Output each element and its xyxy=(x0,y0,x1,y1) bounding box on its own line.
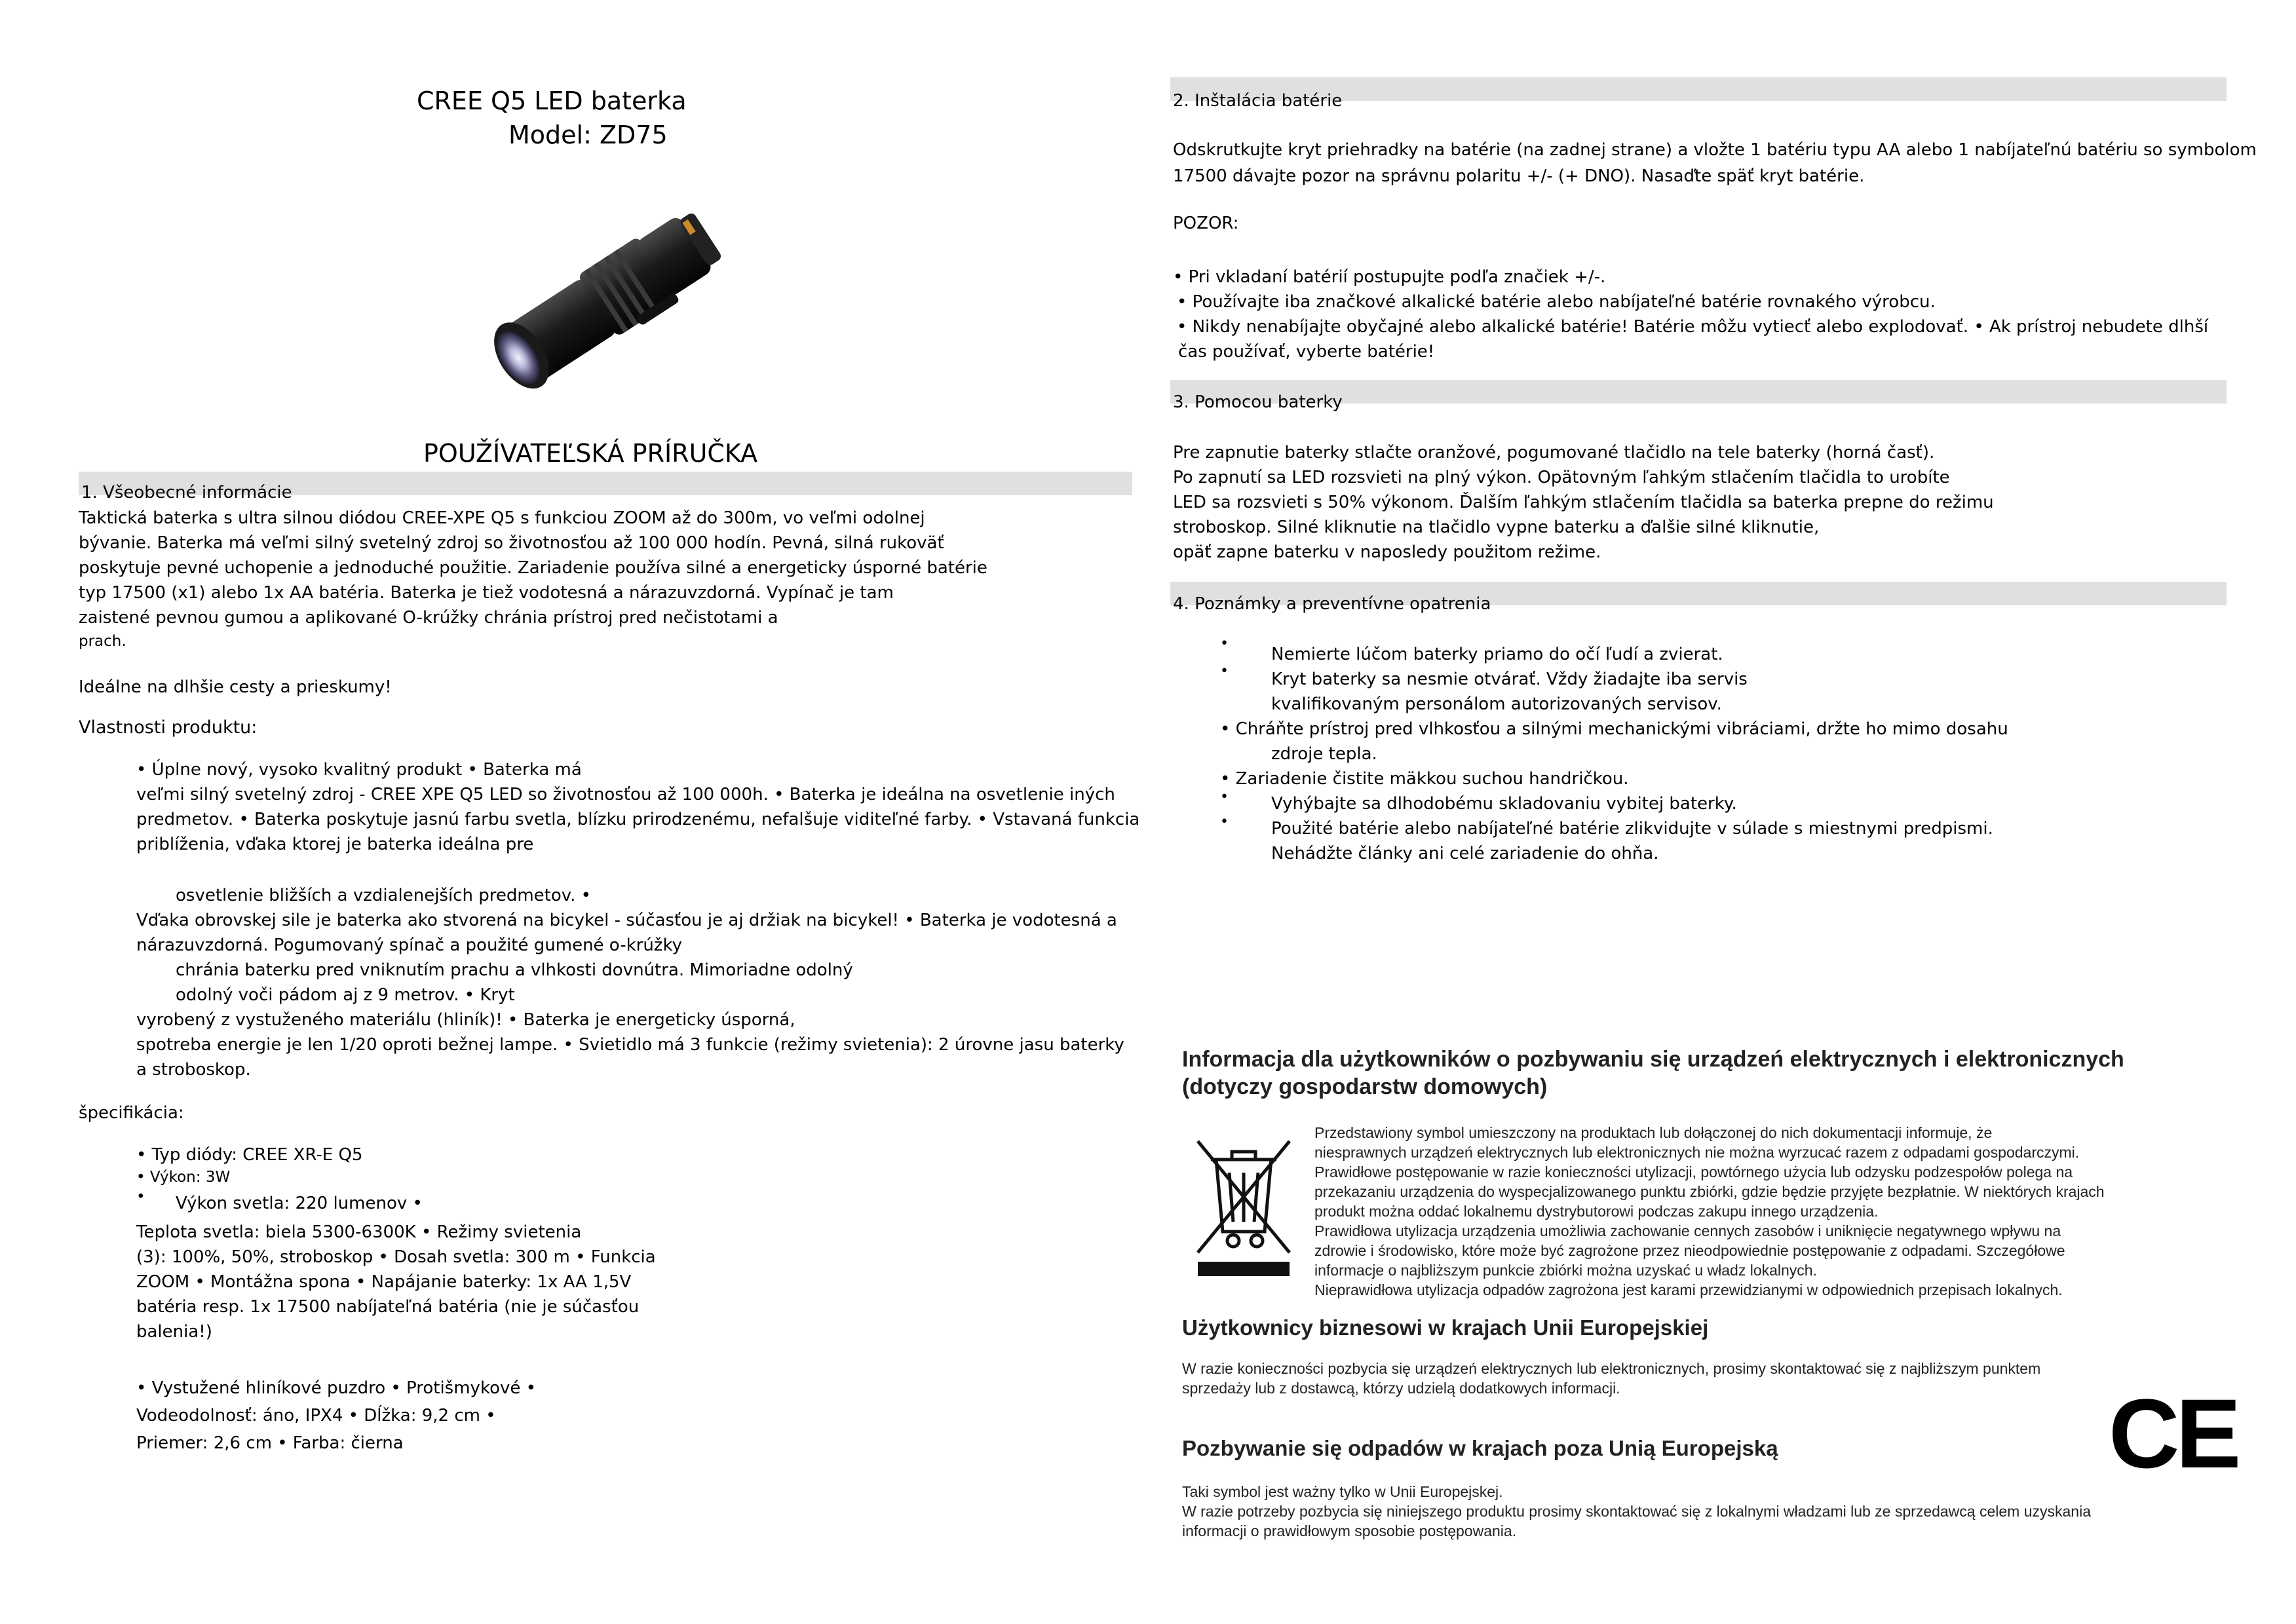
section-1-line: prach. xyxy=(79,633,126,650)
disposal-line: Prawidłowe postępowanie w razie konieczności utylizacji, powtórnego użycia lub odzysku podzespołów polega na xyxy=(1314,1163,2073,1180)
section-4-line: Kryt baterky sa nesmie otvárať. Vždy žiadajte iba servis xyxy=(1271,670,1748,689)
disposal-subheading: (dotyczy gospodarstw domowych) xyxy=(1182,1074,1548,1099)
section-1-line: typ 17500 (x1) alebo 1x AA batéria. Baterka je tiež vodotesná a nárazuvzdorná. Vypínač je tam xyxy=(79,583,894,603)
section-1-line: zaistené pevnou gumou a aplikované O-krúžky chránia prístroj pred nečistotami a xyxy=(79,608,778,628)
spec-bullet: • xyxy=(136,1188,145,1205)
section-1-heading: 1. Všeobecné informácie xyxy=(81,483,292,502)
section-3-line: Pre zapnutie baterky stlačte oranžové, pogumované tlačidlo na tele baterky (horná časť). xyxy=(1173,443,1935,463)
business-line: W razie konieczności pozbycia się urządzeń elektrycznych lub elektronicznych, prosimy skontaktować się z najbliższym punktem xyxy=(1182,1360,2041,1377)
spec-line: • Vystužené hliníkové puzdro • Protišmykové • xyxy=(136,1378,536,1398)
outside-eu-line: Taki symbol jest ważny tylko w Unii Europejskej. xyxy=(1182,1483,1503,1500)
spec-line: (3): 100%, 50%, stroboskop • Dosah svetla: 300 m • Funkcia xyxy=(136,1247,656,1267)
section-2-heading: 2. Inštalácia batérie xyxy=(1173,91,1343,111)
spec-line: balenia!) xyxy=(136,1322,212,1342)
product-title: CREE Q5 LED baterka xyxy=(417,86,687,115)
spec-line: Teplota svetla: biela 5300-6300K • Režimy svietenia xyxy=(136,1222,582,1242)
spec-line: ZOOM • Montážna spona • Napájanie baterky: 1x AA 1,5V xyxy=(136,1272,632,1292)
properties-line: osvetlenie bližších a vzdialenejších predmetov. • xyxy=(176,886,592,905)
disposal-heading: Informacja dla użytkowników o pozbywaniu się urządzeń elektrycznych i elektronicznych xyxy=(1182,1047,2124,1072)
section-4-line: • Chráňte prístroj pred vlhkosťou a silnými mechanickými vibráciami, držte ho mimo dosahu xyxy=(1220,719,2008,739)
section-1-line: bývanie. Baterka má veľmi silný svetelný zdroj so životnosťou až 100 000 hodín. Pevná, silná rukoväť xyxy=(79,533,944,553)
properties-line: Vďaka obrovskej sile je baterka ako stvorená na bicykel - súčasťou je aj držiak na bicykel! • Baterka je vodotesná a xyxy=(136,911,1117,930)
section-4-line: Vyhýbajte sa dlhodobému skladovaniu vybitej baterky. xyxy=(1271,794,1737,814)
outside-eu-line: informacji o prawidłowym sposobie postępowania. xyxy=(1182,1522,1517,1539)
caution-label: POZOR: xyxy=(1173,214,1239,233)
section-2-line: 17500 dávajte pozor na správnu polaritu +/- (+ DNO). Nasaďte späť kryt batérie. xyxy=(1173,166,1865,186)
section-3-heading: 3. Pomocou baterky xyxy=(1173,392,1343,412)
section-3-line: LED sa rozsvieti s 50% výkonom. Ďalším ľahkým stlačením tlačidla sa baterka prepne do režimu xyxy=(1173,493,1994,512)
disposal-line: niesprawnych urządzeń elektrycznych lub elektronicznych nie można wyrzucać razem z odpadami gospodarczymi. xyxy=(1314,1144,2080,1161)
properties-line: predmetov. • Baterka poskytuje jasnú farbu svetla, blízku prirodzenému, nefalšuje viditeľné farby. • Vstavaná funkcia xyxy=(136,810,1140,829)
flashlight-image xyxy=(452,197,740,413)
properties-line: spotreba energie je len 1/20 oproti bežnej lampe. • Svietidlo má 3 funkcie (režimy svietenia): 2 úrovne jasu baterky xyxy=(136,1035,1124,1055)
disposal-line: Nieprawidłowa utylizacja odpadów zagrożona jest karami przewidzianymi w odpowiednich przepisach lokalnych. xyxy=(1314,1281,2063,1298)
spec-line: • Typ diódy: CREE XR-E Q5 xyxy=(136,1145,363,1165)
properties-line: priblíženia, vďaka ktorej je baterka ideálna pre xyxy=(136,835,534,854)
spec-line: batéria resp. 1x 17500 nabíjateľná batéria (nie je súčasťou xyxy=(136,1297,640,1317)
section-1-line: Taktická baterka s ultra silnou diódou CREE-XPE Q5 s funkciou ZOOM až do 300m, vo veľmi odolnej xyxy=(79,508,925,528)
properties-line: • Úplne nový, vysoko kvalitný produkt • Baterka má xyxy=(136,760,582,780)
section-4-line: Nemierte lúčom baterky priamo do očí ľudí a zvierat. xyxy=(1271,645,1723,664)
section-4-line: Nehádžte články ani celé zariadenie do ohňa. xyxy=(1271,844,1659,863)
spec-line: • Výkon: 3W xyxy=(136,1169,231,1186)
properties-line: chránia baterku pred vniknutím prachu a vlhkosti dovnútra. Mimoriadne odolný xyxy=(176,960,853,980)
spec-heading: špecifikácia: xyxy=(79,1103,184,1123)
section-4-line: Použité batérie alebo nabíjateľné batérie zlikvidujte v súlade s miestnymi predpismi. xyxy=(1271,819,1993,839)
properties-line: veľmi silný svetelný zdroj - CREE XPE Q5 LED so životnosťou až 100 000h. • Baterka je ideálna na osvetlenie iných xyxy=(136,785,1115,804)
caution-line: • Nikdy nenabíjajte obyčajné alebo alkalické batérie! Batérie môžu vytiecť alebo explodovať. • Ak prístroj nebudete dlhší xyxy=(1177,317,2209,337)
caution-line: čas používať, vyberte batérie! xyxy=(1178,342,1435,362)
properties-line: odolný voči pádom aj z 9 metrov. • Kryt xyxy=(176,985,515,1005)
business-line: sprzedaży lub z dostawcą, którzy udzielą dodatkowych informacji. xyxy=(1182,1380,1620,1397)
bullet-mark: • xyxy=(1220,789,1229,805)
spec-line: Výkon svetla: 220 lumenov • xyxy=(176,1194,423,1213)
disposal-line: Przedstawiony symbol umieszczony na produktach lub dołączonej do nich dokumentacji informuje, że xyxy=(1314,1124,1993,1141)
bullet-mark: • xyxy=(1220,663,1229,679)
outside-eu-line: W razie potrzeby pozbycia się niniejszego produktu prosimy skontaktować się z lokalnymi władzami lub ze sprzedawcą celem uzyskania xyxy=(1182,1503,2091,1520)
disposal-line: Prawidłowa utylizacja urządzenia umożliwia zachowanie cennych zasobów i uniknięcie negatywnego wpływu na xyxy=(1314,1222,2061,1239)
caution-line: • Pri vkladaní batérií postupujte podľa značiek +/-. xyxy=(1173,267,1606,287)
section-4-line: • Zariadenie čistite mäkkou suchou handričkou. xyxy=(1220,769,1629,789)
section-4-heading: 4. Poznámky a preventívne opatrenia xyxy=(1173,594,1491,614)
manual-title: POUŽÍVATEĽSKÁ PRÍRUČKA xyxy=(423,439,758,468)
section-1-line: poskytuje pevné uchopenie a jednoduché použitie. Zariadenie používa silné a energeticky úsporné batérie xyxy=(79,558,987,578)
section-2-line: Odskrutkujte kryt priehradky na batérie (na zadnej strane) a vložte 1 batériu typu AA alebo 1 nabíjateľnú batériu so symbolom xyxy=(1173,140,2257,160)
section-4-line: kvalifikovaným personálom autorizovaných servisov. xyxy=(1271,694,1722,714)
disposal-line: przekazaniu urządzenia do wyspecjalizowanego punktu zbiórki, gdzie będzie przyjęte bezpłatnie. W niektórych krajach xyxy=(1314,1183,2105,1200)
bullet-mark: • xyxy=(1220,635,1229,652)
caution-line: • Používajte iba značkové alkalické batérie alebo nabíjateľné batérie rovnakého výrobcu. xyxy=(1177,292,1936,312)
ideal-text: Ideálne na dlhšie cesty a prieskumy! xyxy=(79,677,392,697)
properties-line: a stroboskop. xyxy=(136,1060,251,1080)
disposal-line: produkt można oddać lokalnemu dystrybutorowi podczas zakupu innego urządzenia. xyxy=(1314,1203,1879,1220)
disposal-line: informacje o najbliższym punkcie zbiórki można uzyskać u władz lokalnych. xyxy=(1314,1262,1817,1279)
outside-eu-heading: Pozbywanie się odpadów w krajach poza Unią Europejską xyxy=(1182,1436,1778,1460)
section-4-line: zdroje tepla. xyxy=(1271,744,1377,764)
ce-mark: CE xyxy=(2109,1378,2238,1488)
section-3-line: Po zapnutí sa LED rozsvieti na plný výkon. Opätovným ľahkým stlačením tlačidla to urobíte xyxy=(1173,468,1950,487)
spec-line: Priemer: 2,6 cm • Farba: čierna xyxy=(136,1433,404,1453)
section-3-line: stroboskop. Silné kliknutie na tlačidlo vypne baterku a ďalšie silné kliknutie, xyxy=(1173,518,1820,537)
bullet-mark: • xyxy=(1220,814,1229,830)
crossed-bin-icon xyxy=(1191,1133,1296,1277)
properties-heading: Vlastnosti produktu: xyxy=(79,717,258,738)
spec-line: Vodeodolnosť: áno, IPX4 • Dĺžka: 9,2 cm • xyxy=(136,1406,496,1426)
business-heading: Użytkownicy biznesowi w krajach Unii Europejskiej xyxy=(1182,1315,1709,1340)
properties-line: vyrobený z vystuženého materiálu (hliník)! • Baterka je energeticky úsporná, xyxy=(136,1010,795,1030)
section-3-line: opäť zapne baterku v naposledy použitom režime. xyxy=(1173,542,1601,562)
model-label: Model: ZD75 xyxy=(508,121,668,149)
disposal-line: zdrowie i środowisko, które może być zagrożone przez nieodpowiednie postępowanie z odpadami. Szczegółowe xyxy=(1314,1242,2065,1259)
properties-line: nárazuvzdorná. Pogumovaný spínač a použité gumené o-krúžky xyxy=(136,935,682,955)
